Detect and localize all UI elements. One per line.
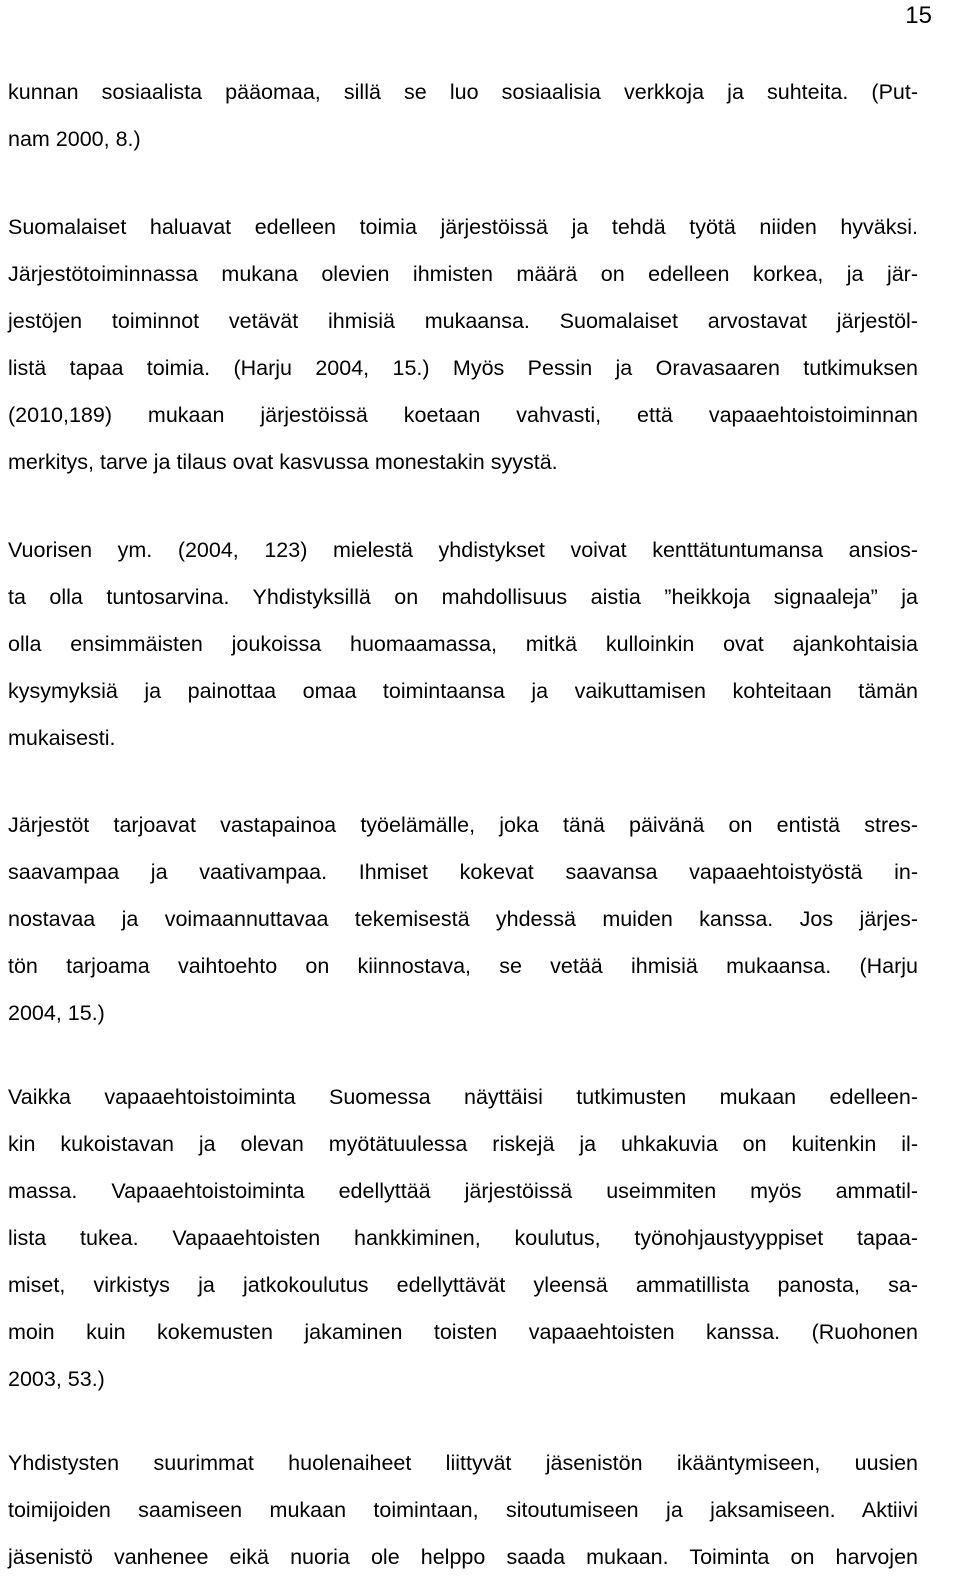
text-line: jestöjen toiminnot vetävät ihmisiä mukaansa. Suomalaiset arvostavat järjestöl- [8,309,918,333]
text-line: Vaikka vapaaehtoistoiminta Suomessa näyttäisi tutkimusten mukaan edelleen- [8,1085,918,1109]
text-line: Suomalaiset haluavat edelleen toimia järjestöissä ja tehdä työtä niiden hyväksi. [8,215,918,239]
text-line: tön tarjoama vaihtoehto on kiinnostava, se vetää ihmisiä mukaansa. (Harju [8,954,918,978]
text-line: Järjestöt tarjoavat vastapainoa työelämälle, joka tänä päivänä on entistä stres- [8,813,918,837]
text-line: mukaisesti. [8,726,116,750]
text-line: nostavaa ja voimaannuttavaa tekemisestä yhdessä muiden kanssa. Jos järjes- [8,907,918,931]
text-line: Vuorisen ym. (2004, 123) mielestä yhdistykset voivat kenttätuntumansa ansios- [8,538,918,562]
text-line: toimijoiden saamiseen mukaan toimintaan, sitoutumiseen ja jaksamiseen. Aktiivi [8,1498,918,1522]
text-line: listä tapaa toimia. (Harju 2004, 15.) Myös Pessin ja Oravasaaren tutkimuksen [8,356,918,380]
page-number: 15 [905,2,932,29]
text-line: 2004, 15.) [8,1001,105,1025]
text-line: nam 2000, 8.) [8,127,141,151]
text-line: miset, virkistys ja jatkokoulutus edellyttävät yleensä ammatillista panosta, sa- [8,1273,918,1297]
text-line: kin kukoistavan ja olevan myötätuulessa riskejä ja uhkakuvia on kuitenkin il- [8,1132,918,1156]
text-line: 2003, 53.) [8,1367,105,1391]
text-line: Yhdistysten suurimmat huolenaiheet liittyvät jäsenistön ikääntymiseen, uusien [8,1451,918,1475]
text-line: Järjestötoiminnassa mukana olevien ihmisten määrä on edelleen korkea, ja jär- [8,262,918,286]
text-line: jäsenistö vanhenee eikä nuoria ole helppo saada mukaan. Toiminta on harvojen [8,1545,918,1569]
text-line: kunnan sosiaalista pääomaa, sillä se luo sosiaalisia verkkoja ja suhteita. (Put- [8,80,918,104]
text-line: (2010,189) mukaan järjestöissä koetaan vahvasti, että vapaaehtoistoiminnan [8,403,918,427]
text-line: moin kuin kokemusten jakaminen toisten vapaaehtoisten kanssa. (Ruohonen [8,1320,918,1344]
text-line: olla ensimmäisten joukoissa huomaamassa, mitkä kulloinkin ovat ajankohtaisia [8,632,918,656]
text-line: saavampaa ja vaativampaa. Ihmiset kokevat saavansa vapaaehtoistyöstä in- [8,860,918,884]
text-line: merkitys, tarve ja tilaus ovat kasvussa monestakin syystä. [8,450,558,474]
text-line: ta olla tuntosarvina. Yhdistyksillä on mahdollisuus aistia ”heikkoja signaaleja” ja [8,585,918,609]
text-line: kysymyksiä ja painottaa omaa toimintaansa ja vaikuttamisen kohteitaan tämän [8,679,918,703]
text-line: lista tukea. Vapaaehtoisten hankkiminen, koulutus, työnohjaustyyppiset tapaa- [8,1226,918,1250]
text-line: massa. Vapaaehtoistoiminta edellyttää järjestöissä useimmiten myös ammatil- [8,1179,918,1203]
